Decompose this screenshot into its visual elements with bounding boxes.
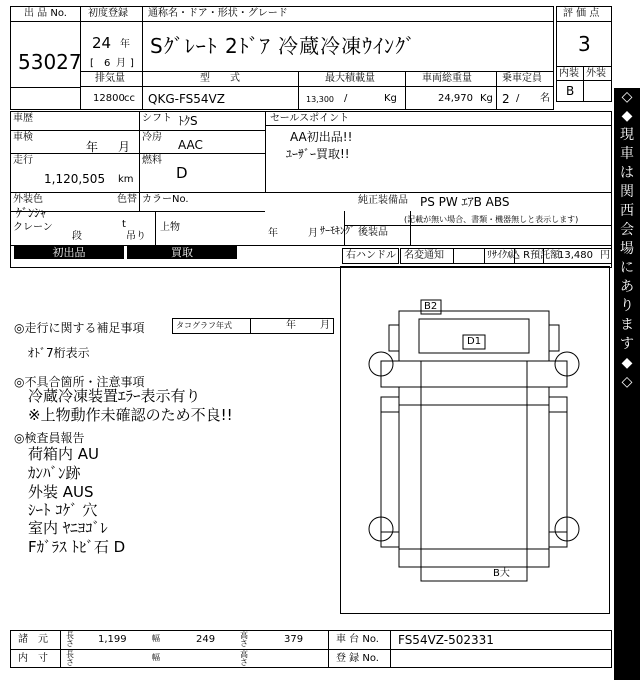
sidebar-char: 関	[620, 184, 634, 200]
inner-width-label: 幅	[152, 653, 160, 662]
dims-label: 諸 元	[18, 634, 48, 645]
interior-grade: B	[566, 84, 575, 98]
disp-label: 排気量	[95, 73, 125, 84]
score-value: 3	[578, 32, 591, 56]
history-label: 車歴	[13, 113, 33, 124]
cap-sep: /	[516, 93, 520, 104]
sidebar-char: 会	[620, 222, 634, 238]
exterior-label: 外装	[586, 68, 606, 79]
sidebar-char: ◇	[621, 89, 633, 105]
loading-label: 上物	[160, 222, 180, 233]
sidebar-char: に	[620, 260, 634, 276]
reg-year-unit: 年	[120, 39, 130, 50]
sidebar-char: ◇	[621, 374, 633, 390]
reg-month-close: ]	[130, 58, 134, 69]
width-value: 249	[196, 634, 216, 645]
sidebar-char: 現	[620, 127, 634, 143]
sidebar-char: り	[620, 298, 634, 314]
color-value: ｹﾞﾝｼｬ	[16, 206, 47, 220]
inspector-line-1: 荷箱内 AU	[28, 445, 100, 463]
sidebar-char: ◆	[621, 355, 633, 371]
vehicle-diagram	[340, 266, 610, 614]
inspect-year: 年	[86, 140, 99, 154]
mileage-value: 1,120,505	[44, 172, 106, 186]
purchase-bar: 買取	[127, 246, 237, 259]
gross-value: 24,970	[438, 93, 473, 104]
tacho-label: タコグラフ年式	[176, 321, 232, 330]
chassis-value: FS54VZ-502331	[398, 633, 494, 647]
reg-month-unit: 月	[116, 58, 126, 69]
sidebar-char: 西	[620, 203, 634, 219]
handle-label: 右ハンドル	[346, 250, 396, 261]
first-listing-bar: 初出品	[14, 246, 124, 259]
disp-unit: cc	[124, 93, 135, 104]
colorno-label: カラーNo.	[142, 194, 189, 205]
crane-stage: 段	[72, 231, 82, 242]
crane-t: t	[122, 219, 126, 230]
color-label: 外装色	[13, 194, 43, 205]
name-change-box	[453, 248, 485, 264]
model-name: Sｸﾞﾚｰﾄ 2ﾄﾞｱ 冷蔵冷凍ｳｲﾝｸﾞ	[150, 34, 417, 58]
fuel-value: D	[176, 164, 188, 182]
inspect-label: 車検	[13, 132, 33, 143]
sales-line-1: AA初出品!!	[290, 130, 353, 144]
colorcode-label: 色替	[117, 194, 137, 205]
lot-number: 53027	[18, 50, 82, 74]
first-reg-label: 初度登録	[88, 8, 128, 19]
inspector-title: ◎検査員報告	[14, 431, 85, 445]
reg-month: 6	[104, 58, 111, 69]
length-value: 1,199	[98, 634, 127, 645]
loading-month: 月	[308, 228, 318, 239]
width-label: 幅	[152, 634, 160, 643]
d1-marker: D1	[467, 336, 482, 347]
run-title: ◎走行に関する補足事項	[14, 321, 145, 335]
inspector-line-5: 室内 ﾔﾆﾖｺﾞﾚ	[28, 519, 108, 537]
after-note: (記載が無い場合、書類・機器無しと表示します)	[404, 215, 579, 224]
sidebar-char: あ	[620, 279, 634, 295]
inner-label: 内 寸	[18, 653, 48, 664]
type-label: 型 式	[200, 73, 240, 84]
equip-label: 純正装備品	[358, 195, 408, 206]
name-change-label: 名変通知	[404, 250, 444, 261]
interior-label: 内装	[559, 68, 579, 79]
b-large-marker: B大	[493, 568, 510, 579]
mileage-label: 走行	[13, 155, 33, 166]
reg-label: 登 録 No.	[336, 653, 379, 664]
fuel-label: 燃料	[142, 155, 162, 166]
truck-outline-icon	[341, 267, 609, 613]
reg-year: 24	[92, 34, 112, 52]
deposit-unit: 円	[600, 250, 610, 261]
load-value: 13,300	[306, 95, 334, 104]
length-label: 長さ	[66, 631, 74, 648]
inspector-line-4: ｼｰﾄ ｺｹﾞ 穴	[28, 501, 98, 519]
inspect-month: 月	[118, 140, 131, 154]
sidebar-char: す	[620, 336, 634, 352]
after-label: 後装品	[358, 227, 388, 238]
b2-marker: B2	[424, 301, 438, 312]
sales-label: セールスポイント	[270, 113, 350, 124]
shift-label: シフト	[142, 113, 172, 124]
sidebar-char: ま	[620, 317, 634, 333]
height-label: 高さ	[240, 631, 248, 648]
model-name-label: 通称名・ドア・形状・グレード	[148, 8, 288, 19]
reg-month-open: [	[90, 58, 94, 69]
inspector-line-6: Fｶﾞﾗｽ ﾄﾋﾞ石 D	[28, 538, 126, 556]
load-unit: Kg	[384, 93, 397, 104]
cap-label: 乗車定員	[502, 73, 542, 84]
defect-line-1: 冷蔵冷凍装置ｴﾗｰ表示有り	[28, 387, 201, 405]
inner-height-label: 高さ	[240, 650, 248, 667]
tacho-year: 年	[286, 320, 296, 331]
load-sep: /	[344, 93, 348, 104]
sidebar-char: 場	[620, 241, 634, 257]
equip-value: PS PW ｴｱB ABS	[420, 195, 510, 209]
sidebar-char: ◆	[621, 108, 633, 124]
defect-line-2: ※上物動作未確認のため不良!!	[28, 406, 233, 424]
type-value: QKG-FS54VZ	[148, 92, 225, 106]
gross-unit: Kg	[480, 93, 493, 104]
recycle-label: ﾘｻｲｸﾙ	[487, 250, 512, 261]
loading-value: ｻｰﾓｷﾝｸﾞ	[320, 226, 355, 237]
chassis-label: 車 台 No.	[336, 634, 379, 645]
sidebar-char: 車	[620, 146, 634, 162]
sales-line-2: ﾕｰｻﾞｰ買取!!	[286, 147, 350, 161]
mileage-unit: km	[118, 174, 134, 185]
load-label: 最大積載量	[325, 73, 375, 84]
defect-title: ◎不具合箇所・注意事項	[14, 375, 145, 389]
cap-value: 2	[502, 92, 510, 106]
deposit-label: 込 R預託額	[510, 250, 561, 261]
inspector-line-2: ｶﾝﾊﾞﾝ跡	[28, 464, 81, 482]
run-line-1: ｵﾄﾞ7桁表示	[28, 346, 90, 360]
inspector-line-3: 外装 AUS	[28, 483, 94, 501]
ac-label: 冷房	[142, 132, 162, 143]
sidebar-char: は	[620, 165, 634, 181]
inner-length-label: 長さ	[66, 650, 74, 667]
crane-label: クレーン	[13, 222, 53, 233]
gross-label: 車両総重量	[422, 73, 472, 84]
venue-notice-sidebar	[614, 88, 640, 680]
shift-value: ﾄｸS	[178, 114, 198, 128]
cap-unit: 名	[540, 93, 550, 104]
deposit-value: 13,480	[558, 250, 593, 261]
tacho-month: 月	[320, 320, 330, 331]
ac-value: AAC	[178, 138, 203, 152]
score-label: 評 価 点	[563, 8, 600, 19]
height-value: 379	[284, 634, 304, 645]
loading-year: 年	[268, 228, 278, 239]
disp-value: 12800	[93, 93, 125, 104]
lot-label: 出 品 No.	[24, 8, 67, 19]
crane-hang: 吊り	[126, 231, 146, 242]
